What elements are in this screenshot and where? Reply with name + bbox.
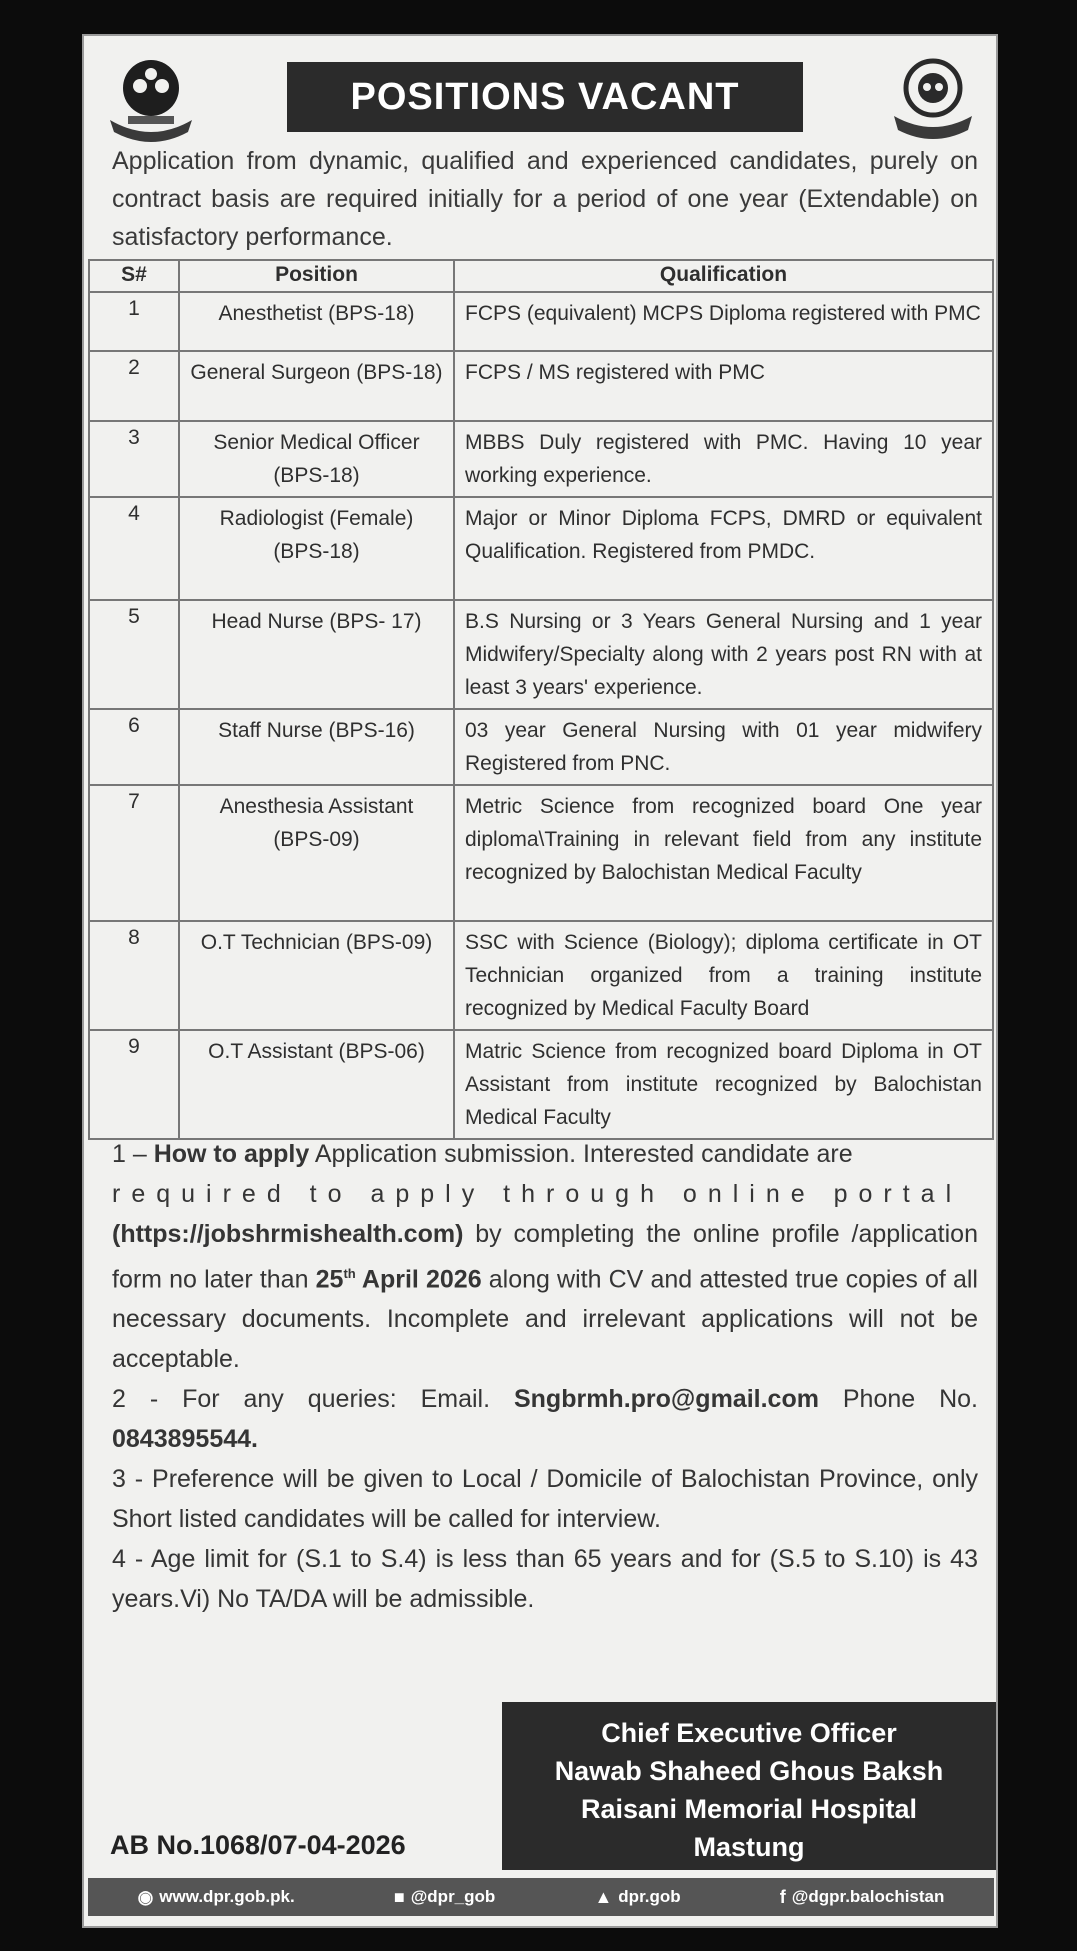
table-row	[89, 785, 993, 921]
row-sn: 3	[89, 421, 179, 497]
deadline-day: 25	[315, 1265, 344, 1294]
row-sn: 4	[89, 497, 179, 600]
note-how-to-apply	[112, 1134, 978, 1379]
row-sn: 2	[89, 351, 179, 421]
note-preference: 3 - Preference will be given to Local / Domicile of Balochistan Province, only Short listed candidates will be called for interview.	[112, 1465, 978, 1534]
row-qualification: Matric Science from recognized board Diploma in OT Assistant from institute recognized by Balochistan Medical Faculty	[454, 1030, 993, 1139]
row-sn: 7	[89, 785, 179, 921]
row-sn: 9	[89, 1030, 179, 1139]
row-position: Head Nurse (BPS- 17)	[179, 600, 454, 709]
note-1-number: 1 –	[112, 1140, 154, 1168]
table-header-row	[89, 260, 993, 292]
row-position: Staff Nurse (BPS-16)	[179, 709, 454, 785]
globe-icon: ◉	[137, 1886, 154, 1907]
advertisement-page	[82, 34, 998, 1928]
table-row	[89, 351, 993, 421]
signature-title: Chief Executive Officer	[601, 1718, 897, 1748]
advertisement-number: AB No.1068/07-04-2026	[110, 1830, 406, 1860]
row-qualification: B.S Nursing or 3 Years General Nursing and 1 year Midwifery/Specialty along with 2 years post RN with at least 3 years' experience.	[454, 600, 993, 709]
contact-phone: 0843895544.	[112, 1425, 258, 1454]
note-1-spaced-text: required to apply through online portal	[112, 1180, 963, 1208]
row-position: O.T Assistant (BPS-06)	[179, 1030, 454, 1139]
header-sn: S#	[89, 260, 179, 292]
note-1-heading: How to apply	[153, 1140, 310, 1168]
table-row	[89, 600, 993, 709]
row-qualification: SSC with Science (Biology); diploma certificate in OT Technician organized from a training institute recognized by Medical Faculty Board	[454, 921, 993, 1030]
footer-website[interactable]	[138, 1887, 295, 1908]
page-title: POSITIONS VACANT	[287, 62, 803, 132]
row-position: Anesthetist (BPS-18)	[179, 292, 454, 351]
twitter-icon: ■	[393, 1886, 405, 1907]
portal-url[interactable]: (https://jobshrmishealth.com)	[112, 1220, 464, 1248]
row-sn: 1	[89, 292, 179, 351]
footer-bar	[88, 1878, 994, 1916]
row-qualification: FCPS (equivalent) MCPS Diploma registered with PMC	[454, 292, 993, 351]
row-position: Anesthesia Assistant (BPS-09)	[179, 785, 454, 921]
note-1-text-2: by completing the online profile /application form no later than	[112, 1220, 978, 1294]
footer-facebook[interactable]	[780, 1887, 945, 1908]
intro-paragraph: Application from dynamic, qualified and experienced candidates, purely on contract basis are required initially for a period of one year (Extendable) on satisfactory performance.	[112, 147, 978, 251]
table-row	[89, 1030, 993, 1139]
header-position: Position	[179, 260, 454, 292]
phone-label: Phone No.	[818, 1385, 978, 1414]
footer-twitter[interactable]	[394, 1887, 495, 1908]
header-qualification: Qualification	[454, 260, 993, 292]
table-row	[89, 921, 993, 1030]
contact-email[interactable]: Sngbrmh.pro@gmail.com	[513, 1385, 819, 1414]
table-row	[89, 292, 993, 351]
row-position: O.T Technician (BPS-09)	[179, 921, 454, 1030]
note-1-text-3: along with CV and attested true copies of all necessary documents. Incomplete and irrelevant applications will not be acceptable.	[112, 1265, 978, 1374]
row-qualification: FCPS / MS registered with PMC	[454, 351, 993, 421]
signature-hospital-name: Nawab Shaheed Ghous Baksh	[554, 1756, 944, 1786]
social-icon: ▲	[594, 1886, 613, 1907]
footer-twitter-text: @dpr_gob	[410, 1887, 496, 1906]
deadline-date: April 2026	[355, 1265, 482, 1294]
footer-facebook-text: @dgpr.balochistan	[791, 1887, 945, 1906]
footer-other-text: dpr.gob	[618, 1887, 681, 1906]
row-qualification: 03 year General Nursing with 01 year midwifery Registered from PNC.	[454, 709, 993, 785]
signature-block	[502, 1702, 996, 1870]
row-qualification: Metric Science from recognized board One year diploma\Training in relevant field from any institute recognized by Balochistan Medical Faculty	[454, 785, 993, 921]
footer-website-text: www.dpr.gob.pk.	[159, 1887, 295, 1906]
government-emblem-left	[102, 54, 200, 144]
row-sn: 6	[89, 709, 179, 785]
deadline-suffix: th	[343, 1266, 356, 1281]
signature-location: Mastung	[693, 1832, 805, 1862]
row-position: Radiologist (Female) (BPS-18)	[179, 497, 454, 600]
row-position: Senior Medical Officer (BPS-18)	[179, 421, 454, 497]
note-2-text: 2 - For any queries: Email.	[112, 1385, 514, 1414]
note-1-text: Application submission. Interested candidate are	[309, 1140, 853, 1168]
row-qualification: MBBS Duly registered with PMC. Having 10 year working experience.	[454, 421, 993, 497]
positions-table	[88, 259, 994, 1140]
row-qualification: Major or Minor Diploma FCPS, DMRD or equivalent Qualification. Registered from PMDC.	[454, 497, 993, 600]
note-queries	[112, 1379, 978, 1459]
table-row	[89, 497, 993, 600]
instructions-section	[112, 1134, 978, 1619]
row-sn: 5	[89, 600, 179, 709]
note-age-limit: 4 - Age limit for (S.1 to S.4) is less than 65 years and for (S.5 to S.10) is 43 years.Vi) No TA/DA will be admissible.	[112, 1545, 978, 1614]
row-position: General Surgeon (BPS-18)	[179, 351, 454, 421]
signature-hospital-name-2: Raisani Memorial Hospital	[580, 1794, 918, 1824]
table-row	[89, 709, 993, 785]
facebook-icon: f	[779, 1886, 786, 1907]
row-sn: 8	[89, 921, 179, 1030]
footer-other[interactable]	[594, 1887, 680, 1908]
hospital-emblem-right	[884, 54, 982, 144]
table-row	[89, 421, 993, 497]
